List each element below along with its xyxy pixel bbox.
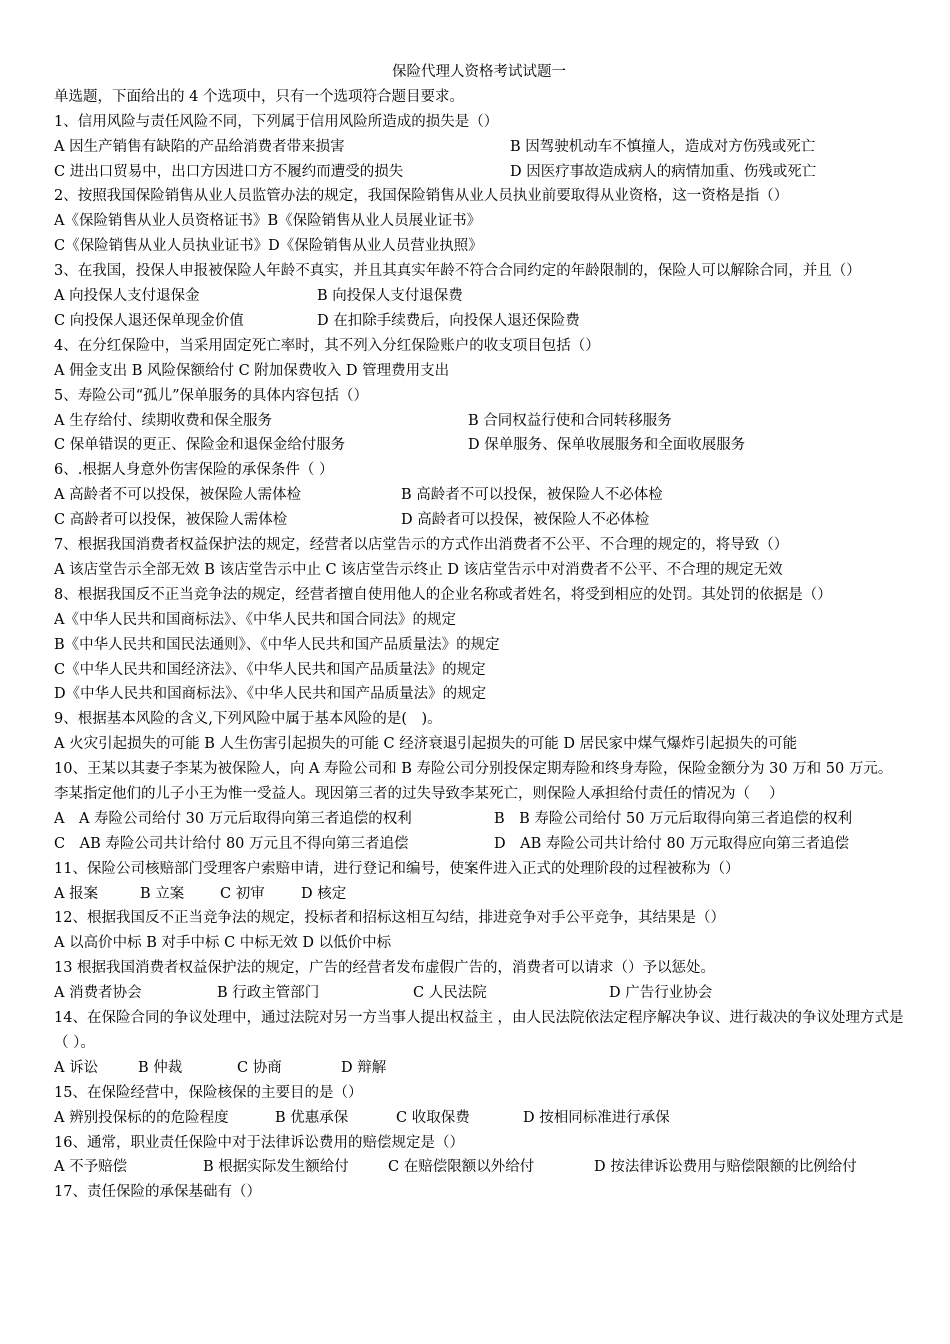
option-row <box>54 981 904 1006</box>
option-text: B 仲裁 <box>138 1059 183 1076</box>
option-row <box>54 209 904 234</box>
option-row <box>54 135 904 160</box>
option-text: B 向投保人支付退保费 <box>317 288 463 305</box>
question <box>54 1180 904 1205</box>
option-row <box>54 558 904 583</box>
question-stem: 2、按照我国保险销售从业人员监管办法的规定，我国保险销售从业人员执业前要取得从业资格，这一资格是指（） <box>54 188 789 205</box>
question <box>54 1131 904 1181</box>
question <box>54 259 904 334</box>
option-text: A 辨别投保标的的危险程度 <box>54 1109 229 1126</box>
option-text: C 向投保人退还保单现金价值 <box>54 312 244 329</box>
option-text: A 以高价中标 B 对手中标 C 中标无效 D 以低价中标 <box>54 935 392 952</box>
question-stem: 15、在保险经营中，保险核保的主要目的是（） <box>54 1084 363 1101</box>
question-stem: 11、保险公司核赔部门受理客户索赔申请，进行登记和编号，使案件进入正式的处理阶段的过程被称为（） <box>54 860 740 877</box>
option-row <box>54 682 904 707</box>
option-text: C《保险销售从业人员执业证书》D《保险销售从业人员营业执照》 <box>54 238 483 255</box>
option-text: C 人民法院 <box>413 985 487 1002</box>
question <box>54 757 904 857</box>
option-row <box>54 732 904 757</box>
question-stem: 16、通常，职业责任保险中对于法律诉讼费用的赔偿规定是（） <box>54 1134 464 1151</box>
option-row <box>54 483 904 508</box>
option-text: A《中华人民共和国商标法》、《中华人民共和国合同法》的规定 <box>54 611 456 628</box>
option-text: A A 寿险公司给付 30 万元后取得向第三者追偿的权利 <box>54 810 412 827</box>
question <box>54 583 904 707</box>
option-row <box>54 160 904 185</box>
option-row <box>54 309 904 334</box>
question <box>54 1081 904 1131</box>
option-row <box>54 931 904 956</box>
option-text: A 该店堂告示全部无效 B 该店堂告示中止 C 该店堂告示终止 D 该店堂告示中对消费者不公平、不合理的规定无效 <box>54 561 783 578</box>
option-row <box>54 234 904 259</box>
option-text: C 高龄者可以投保，被保险人需体检 <box>54 512 288 529</box>
question-stem: 9、根据基本风险的含义,下列风险中属于基本风险的是( )。 <box>54 711 442 728</box>
option-row <box>54 633 904 658</box>
question <box>54 334 904 384</box>
option-text: C 初审 <box>220 885 265 902</box>
question <box>54 458 904 533</box>
option-text: C 保单错误的更正、保险金和退保金给付服务 <box>54 437 346 454</box>
option-text: C 收取保费 <box>396 1109 470 1126</box>
option-text: C AB 寿险公司共计给付 80 万元且不得向第三者追偿 <box>54 835 409 852</box>
option-text: B 合同权益行使和合同转移服务 <box>468 412 672 429</box>
option-text: C 进出口贸易中，出口方因进口方不履约而遭受的损失 <box>54 163 404 180</box>
question <box>54 906 904 956</box>
question <box>54 956 904 1006</box>
option-text: B 因驾驶机动车不慎撞人，造成对方伤残或死亡 <box>510 138 816 155</box>
option-text: C 在赔偿限额以外给付 <box>388 1159 535 1176</box>
option-text: D 按法律诉讼费用与赔偿限额的比例给付 <box>594 1159 857 1176</box>
option-text: D 广告行业协会 <box>609 985 713 1002</box>
option-text: A《保险销售从业人员资格证书》B《保险销售从业人员展业证书》 <box>54 213 482 230</box>
question-stem: 4、在分红保险中，当采用固定死亡率时，其不列入分红保险账户的收支项目包括（） <box>54 337 600 354</box>
question-stem: 12、根据我国反不正当竞争法的规定，投标者和招标这相互勾结，排进竞争对手公平竞争，其结果是（） <box>54 910 725 927</box>
option-text: B B 寿险公司给付 50 万元后取得向第三者追偿的权利 <box>494 810 853 827</box>
question <box>54 184 904 259</box>
exam-instructions: 单选题，下面给出的 4 个选项中，只有一个选项符合题目要求。 <box>54 88 464 105</box>
question-stem: 14、在保险合同的争议处理中，通过法院对另一方当事人提出权益主 ，由人民法院依法定程序解决争议、进行裁决的争议处理方式是（ ）。 <box>54 1010 904 1051</box>
question-stem: 3、在我国，投保人申报被保险人年龄不真实，并且其真实年龄不符合合同约定的年龄限制的，保险人可以解除合同，并且（） <box>54 263 861 280</box>
option-text: B 行政主管部门 <box>217 985 320 1002</box>
question <box>54 857 904 907</box>
question-stem: 13 根据我国消费者权益保护法的规定，广告的经营者发布虚假广告的，消费者可以请求（）予以惩处。 <box>54 960 716 977</box>
exam-page <box>54 60 904 1205</box>
question-stem: 8、根据我国反不正当竞争法的规定，经营者擅自使用他人的企业名称或者姓名，将受到相应的处罚。其处罚的依据是（） <box>54 586 832 603</box>
option-row <box>54 284 904 309</box>
option-text: D 核定 <box>301 885 347 902</box>
option-row <box>54 409 904 434</box>
question-stem: 5、寿险公司“孤儿”保单服务的具体内容包括（） <box>54 387 369 404</box>
option-text: A 向投保人支付退保金 <box>54 288 200 305</box>
option-text: B《中华人民共和国民法通则》、《中华人民共和国产品质量法》的规定 <box>54 636 500 653</box>
option-text: D AB 寿险公司共计给付 80 万元取得应向第三者追偿 <box>494 835 850 852</box>
option-row <box>54 608 904 633</box>
option-text: A 高龄者不可以投保，被保险人需体检 <box>54 487 302 504</box>
option-text: A 生存给付、续期收费和保全服务 <box>54 412 273 429</box>
question-stem: 10、王某以其妻子李某为被保险人，向 A 寿险公司和 B 寿险公司分别投保定期寿险和终身寿险，保险金额分为 30 万和 50 万元。李某指定他们的儿子小王为惟一受益人。现因第三者的过失导致李某死亡，则保险人承担给付责任的情况为（ ） <box>54 761 893 802</box>
option-text: B 立案 <box>140 885 185 902</box>
option-row <box>54 1106 904 1131</box>
question <box>54 533 904 583</box>
question-stem: 17、责任保险的承保基础有（） <box>54 1184 261 1201</box>
option-text: D 高龄者可以投保，被保险人不必体检 <box>401 512 650 529</box>
option-row <box>54 433 904 458</box>
option-text: B 优惠承保 <box>275 1109 349 1126</box>
question-stem: 1、信用风险与责任风险不同，下列属于信用风险所造成的损失是（） <box>54 113 499 130</box>
option-text: D 辩解 <box>341 1059 387 1076</box>
option-row <box>54 882 904 907</box>
option-text: A 不予赔偿 <box>54 1159 128 1176</box>
option-row <box>54 832 904 857</box>
option-text: D 在扣除手续费后，向投保人退还保险费 <box>317 312 580 329</box>
option-text: A 火灾引起损失的可能 B 人生伤害引起损失的可能 C 经济衰退引起损失的可能 D 居民家中煤气爆炸引起损失的可能 <box>54 736 798 753</box>
option-text: A 因生产销售有缺陷的产品给消费者带来损害 <box>54 138 345 155</box>
option-text: D 保单服务、保单收展服务和全面收展服务 <box>468 437 746 454</box>
question <box>54 110 904 185</box>
option-row <box>54 1056 904 1081</box>
option-row <box>54 508 904 533</box>
question-stem: 7、根据我国消费者权益保护法的规定，经营者以店堂告示的方式作出消费者不公平、不合理的规定的，将导致（） <box>54 537 789 554</box>
option-text: A 消费者协会 <box>54 985 142 1002</box>
option-row <box>54 807 904 832</box>
exam-title: 保险代理人资格考试试题一 <box>392 64 566 80</box>
question-list <box>54 110 904 1205</box>
question <box>54 384 904 459</box>
question-stem: 6、.根据人身意外伤害保险的承保条件（ ） <box>54 462 334 479</box>
option-text: B 根据实际发生额给付 <box>203 1159 349 1176</box>
option-text: A 报案 <box>54 885 99 902</box>
option-text: C 协商 <box>237 1059 282 1076</box>
option-row <box>54 359 904 384</box>
option-text: A 佣金支出 B 风险保额给付 C 附加保费收入 D 管理费用支出 <box>54 362 450 379</box>
option-text: D 按相同标准进行承保 <box>523 1109 670 1126</box>
option-text: B 高龄者不可以投保，被保险人不必体检 <box>401 487 663 504</box>
question <box>54 1006 904 1081</box>
option-text: D 因医疗事故造成病人的病情加重、伤残或死亡 <box>510 163 817 180</box>
option-row <box>54 658 904 683</box>
option-row <box>54 1155 904 1180</box>
option-text: D《中华人民共和国商标法》、《中华人民共和国产品质量法》的规定 <box>54 686 487 703</box>
question <box>54 707 904 757</box>
option-text: A 诉讼 <box>54 1059 99 1076</box>
option-text: C《中华人民共和国经济法》、《中华人民共和国产品质量法》的规定 <box>54 661 486 678</box>
